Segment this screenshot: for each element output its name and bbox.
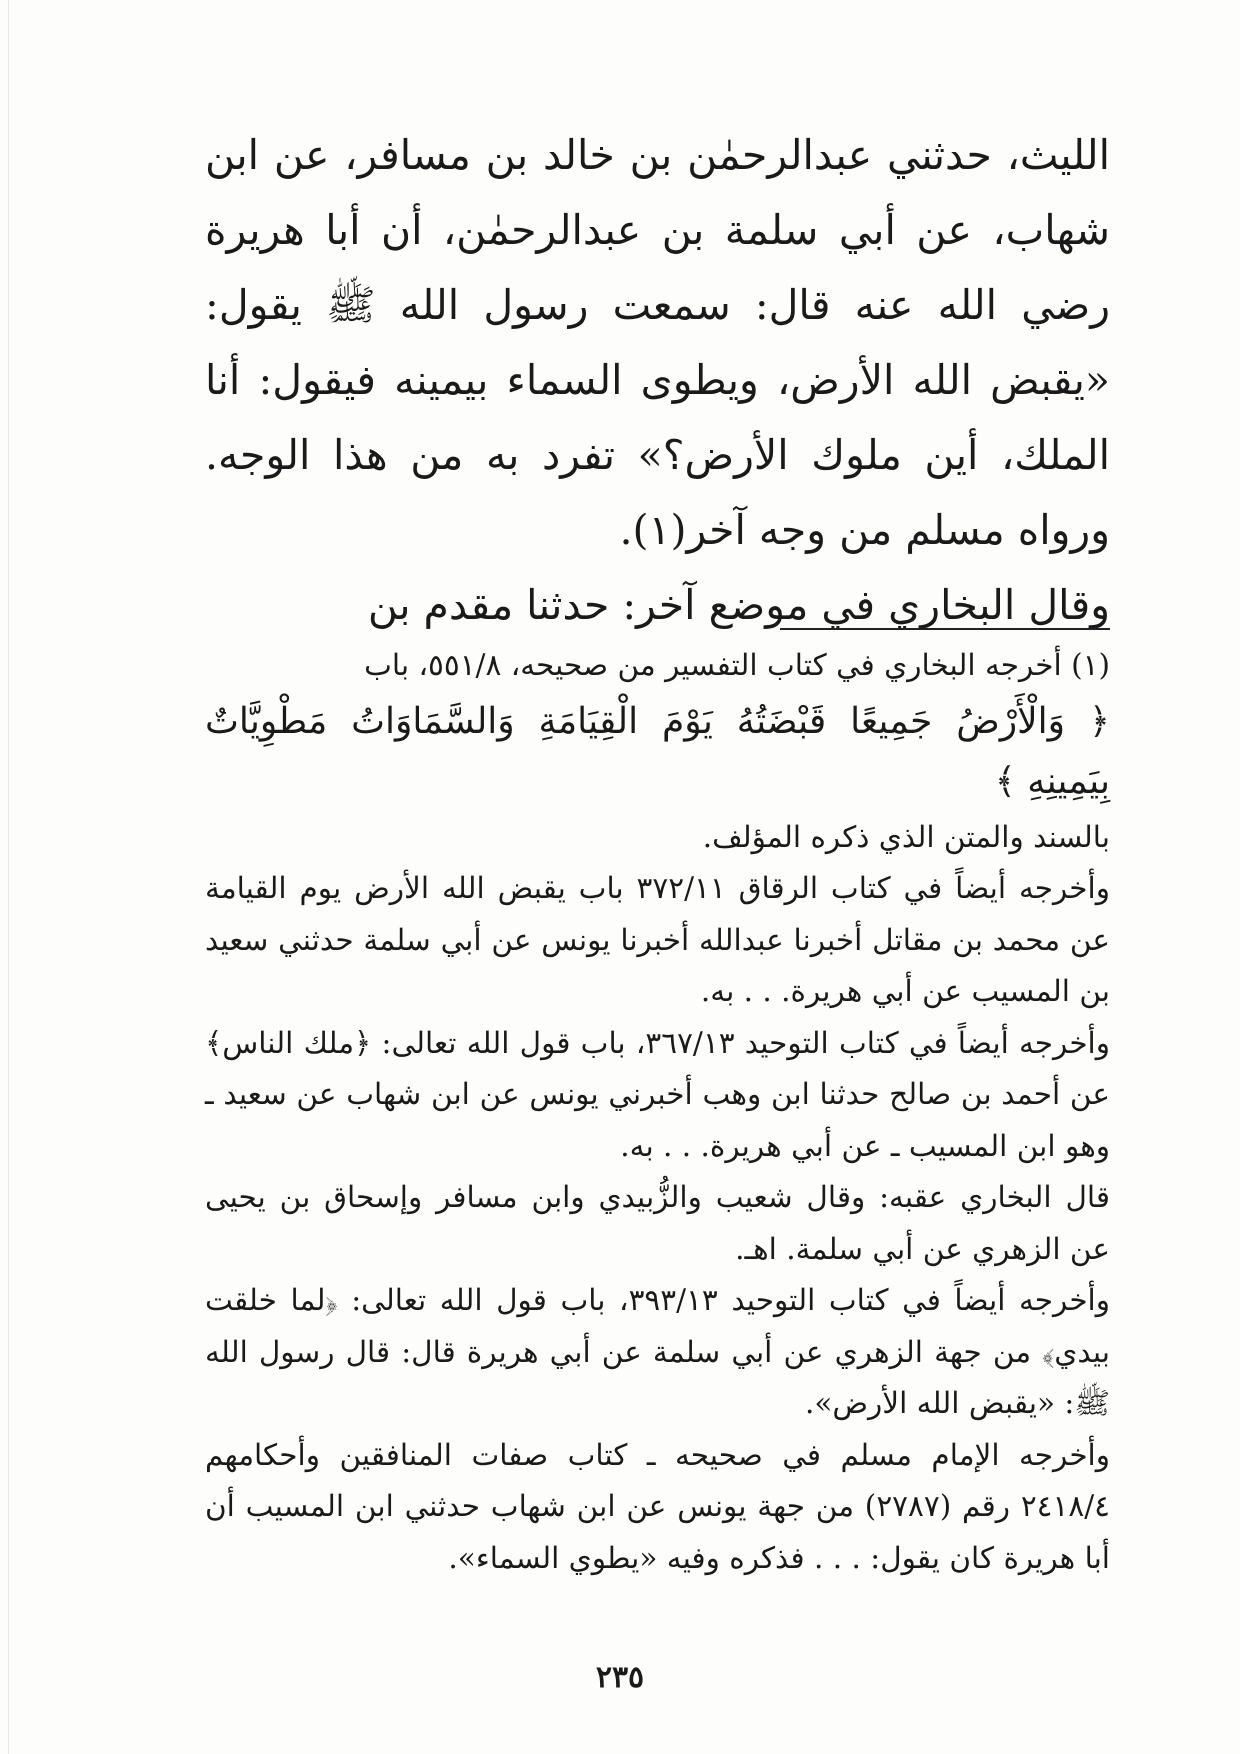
footnote-1-quran-verse: ﴿ وَالْأَرْضُ جَمِيعًا قَبْضَتُهُ يَوْمَ الْقِيَامَةِ وَالسَّمَاوَاتُ مَطْوِيَّاتٌ بِيَمِينِهِ ﴾ [205, 700, 1110, 802]
main-paragraph-1: الليث، حدثني عبدالرحمٰن بن خالد بن مسافر، عن ابن شهاب، عن أبي سلمة بن عبدالرحمٰن، أن أبا هريرة رضي الله عنه قال: سمعت رسول الله ﷺ يقول: «يقبض الله الأرض، ويطوى السماء بيمينه فيقول: أنا الملك، أين ملوك الأرض؟» تفرد به من هذا الوجه. ورواه مسلم من وجه آخر(١). [205, 131, 1110, 554]
footnote-6: وأخرجه الإمام مسلم في صحيحه ـ كتاب صفات المنافقين وأحكامهم ٢٤١٨/٤ رقم (٢٧٨٧) من جهة يونس عن ابن شهاب حدثني ابن المسيب أن أبا هريرة كان يقول: . . . فذكره وفيه «يطوي السماء». [205, 1437, 1110, 1575]
footnote-1-rest: بالسند والمتن الذي ذكره المؤلف. [702, 819, 1110, 854]
footnote-2: وأخرجه أيضاً في كتاب الرقاق ٣٧٢/١١ باب يقبض الله الأرض يوم القيامة عن محمد بن مقاتل أخبرنا عبدالله أخبرنا يونس عن أبي سلمة حدثني سعيد بن المسيب عن أبي هريرة. . . به. [205, 871, 1110, 1008]
page-number: ٢٣٥ [595, 1660, 645, 1695]
footnote-3: وأخرجه أيضاً في كتاب التوحيد ٣٦٧/١٣، باب قول الله تعالى: ﴿ملك الناس﴾ عن أحمد بن صالح حدثنا ابن وهب أخبرني يونس عن ابن شهاب عن سعيد ـ وهو ابن المسيب ـ عن أبي هريرة. . . به. [205, 1025, 1110, 1163]
footnote-separator [780, 628, 1110, 630]
scan-edge-line [8, 0, 9, 1754]
main-paragraph-2: وقال البخاري في موضع آخر: حدثنا مقدم بن [367, 581, 1110, 629]
footnote-4: قال البخاري عقبه: وقال شعيب والزُّبيدي وابن مسافر وإسحاق بن يحيى عن الزهري عن أبي سلمة. اهـ. [205, 1180, 1110, 1266]
footnote-5: وأخرجه أيضاً في كتاب التوحيد ٣٩٣/١٣، باب قول الله تعالى: ﴿لما خلقت بيدي﴾ من جهة الزهري عن أبي سلمة عن أبي هريرة قال: قال رسول الله ﷺ: «يقبض الله الأرض». [205, 1283, 1110, 1420]
main-text-block [205, 118, 1110, 643]
footnote-1-intro: (١) أخرجه البخاري في كتاب التفسير من صحيحه، ٥٥١/٨، باب [364, 648, 1110, 682]
footnotes-block [205, 640, 1110, 1584]
